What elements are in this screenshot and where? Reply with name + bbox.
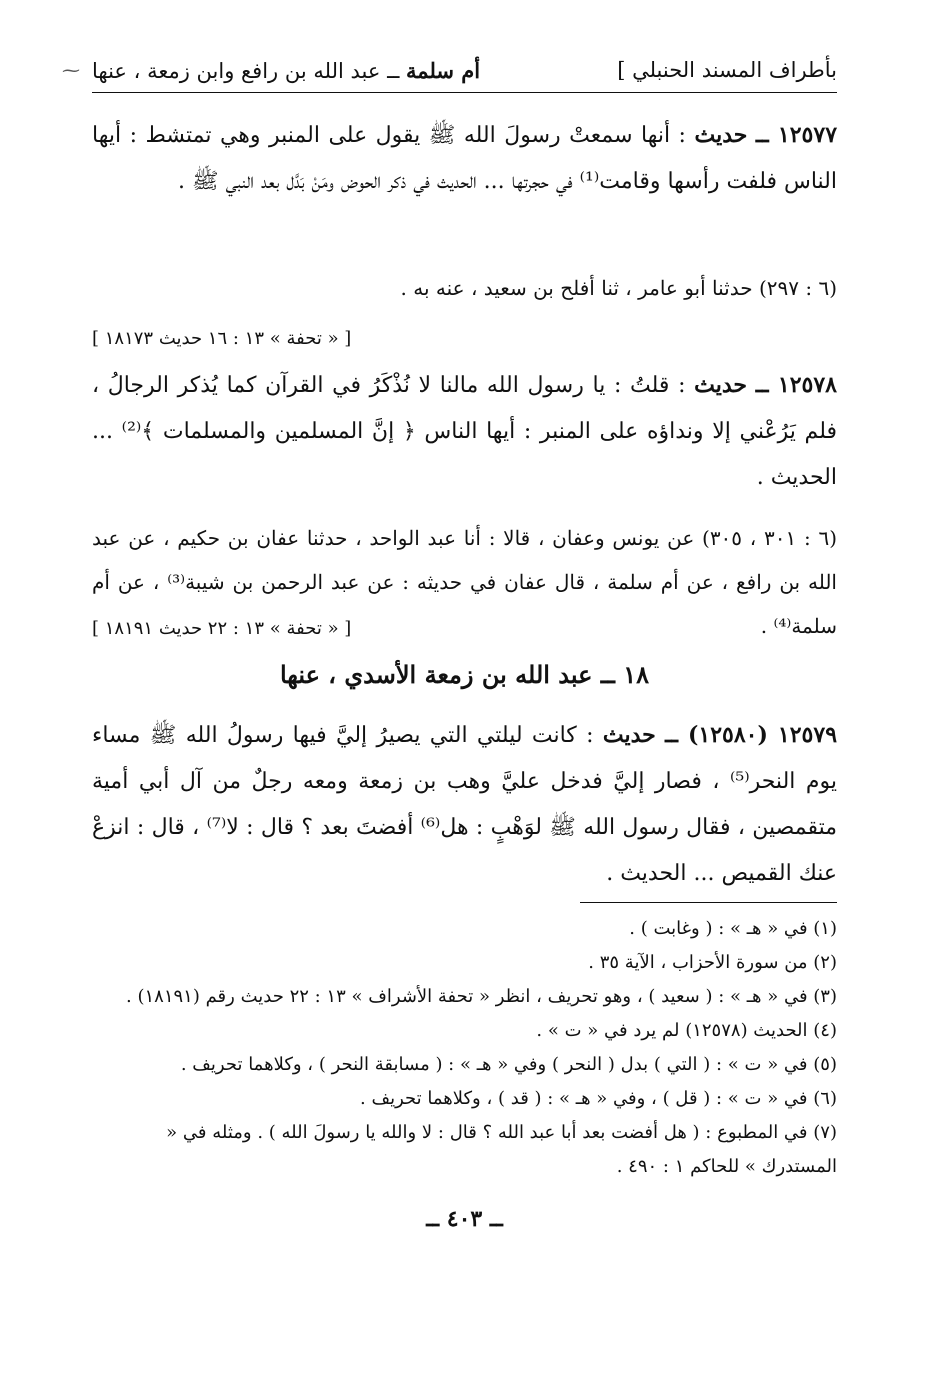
running-header <box>92 52 837 93</box>
hadith-text: : قلتُ : يا رسول الله مالنا لا نُذْكَرُ في القرآن كما يُذكر الرجالُ ، فلم يَرُعْني إلا ونداؤه على المنبر : أيها الناس ﴿ إنَّ المسلمين والمسلمات ﴾⁽²⁾ ... الحديث . <box>92 373 837 490</box>
footnote-divider <box>580 902 837 903</box>
footnote-1: (١) في « هـ » : ( وغابت ) . <box>629 918 837 939</box>
page-number: ــ ٤٠٣ ــ <box>426 1206 503 1232</box>
hadith-number: ١٢٥٧٨ ــ <box>755 372 837 398</box>
footnote-6: (٦) في « ت » : ( قل ) ، وفي « هـ » : ( قد ) ، وكلاهما تحريف . <box>360 1088 837 1109</box>
header-book-title: بأطراف المسند الحنبلي ] <box>617 58 837 82</box>
hadith-text: : كانت ليلتي التي يصيرُ إليَّ فيها رسولُ الله ﷺ مساء يوم النحر⁽⁵⁾ ، فصار إليَّ فدخل عليَّ وهب بن زمعة ومعه رجلٌ من آل أبي أمية متقمصين ، فقال رسول الله ﷺ لوَهْبٍ : هل⁽⁶⁾ أفضتَ بعد ؟ قال : لا⁽⁷⁾ ، قال : انزعْ عنك القميص ... الحديث . <box>92 723 838 886</box>
hadith-text: : أنها سمعتْ رسولَ الله ﷺ يقول على المنبر وهي تمتشط : أيها الناس فلفت رأسها وقامت⁽¹⁾ في حجرتها ... الحديث في ذكر الحوض ومَنْ بَدَّل بعد النبي ﷺ . <box>92 123 837 194</box>
hadith-12578-tuhfa <box>92 618 837 639</box>
hadith-label: حديث <box>694 372 748 398</box>
tuhfa-reference: [ « تحفة » ١٣ : ١٦ حديث ١٨١٧٣ ] <box>92 328 352 349</box>
hadith-12578 <box>92 362 837 501</box>
decorative-dash: ⁓ <box>62 60 80 81</box>
hadith-12577 <box>92 112 837 205</box>
hadith-number: ١٢٥٧٩ (١٢٥٨٠) ــ <box>665 722 838 748</box>
footnote-2: (٢) من سورة الأحزاب ، الآية ٣٥ . <box>588 952 837 973</box>
header-section <box>92 58 480 83</box>
hadith-12578-source: (٦ : ٣٠١ ، ٣٠٥) عن يونس وعفان ، قالا : أنا عبد الواحد ، حدثنا عفان بن حكيم ، عن عبد الله بن رافع ، عن أم سلمة ، قال عفان في حديثه : عن عبد الرحمن بن شيبة⁽³⁾ ، عن أم سلمة⁽⁴⁾ . <box>92 526 838 638</box>
section-heading: ١٨ ــ عبد الله بن زمعة الأسدي ، عنها <box>279 660 649 689</box>
hadith-number: ١٢٥٧٧ ــ <box>755 122 838 148</box>
hadith-label: حديث <box>694 122 748 148</box>
header-section-prefix: أم سلمة <box>406 58 481 83</box>
header-section-rest: ــ عبد الله بن رافع وابن زمعة ، عنها <box>92 59 407 83</box>
tuhfa-reference: [ « تحفة » ١٣ : ٢٢ حديث ١٨١٩١ ] <box>92 618 352 639</box>
hadith-label: حديث <box>602 722 656 748</box>
footnote-7: (٧) في المطبوع : ( هل أفضت بعد أبا عبد الله ؟ قال : لا والله يا رسولَ الله ) . ومثله في « المستدرك » للحاكم ١ : ٤٩٠ . <box>166 1122 837 1177</box>
hadith-12579 <box>92 712 837 897</box>
hadith-12577-tuhfa <box>92 328 837 349</box>
footnote-5: (٥) في « ت » : ( التي ) بدل ( النحر ) وفي « هـ » : ( مسابقة النحر ) ، وكلاهما تحريف . <box>180 1054 837 1075</box>
hadith-12577-source: (٦ : ٢٩٧) حدثنا أبو عامر ، ثنا أفلح بن سعيد ، عنه به . <box>400 276 837 300</box>
footnotes <box>92 912 837 1184</box>
footnote-3: (٣) في « هـ » : ( سعيد ) ، وهو تحريف ، انظر « تحفة الأشراف » ١٣ : ٢٢ حديث رقم (١٨١٩١) . <box>126 986 837 1007</box>
footnote-4: (٤) الحديث (١٢٥٧٨) لم يرد في « ت » . <box>536 1020 837 1041</box>
